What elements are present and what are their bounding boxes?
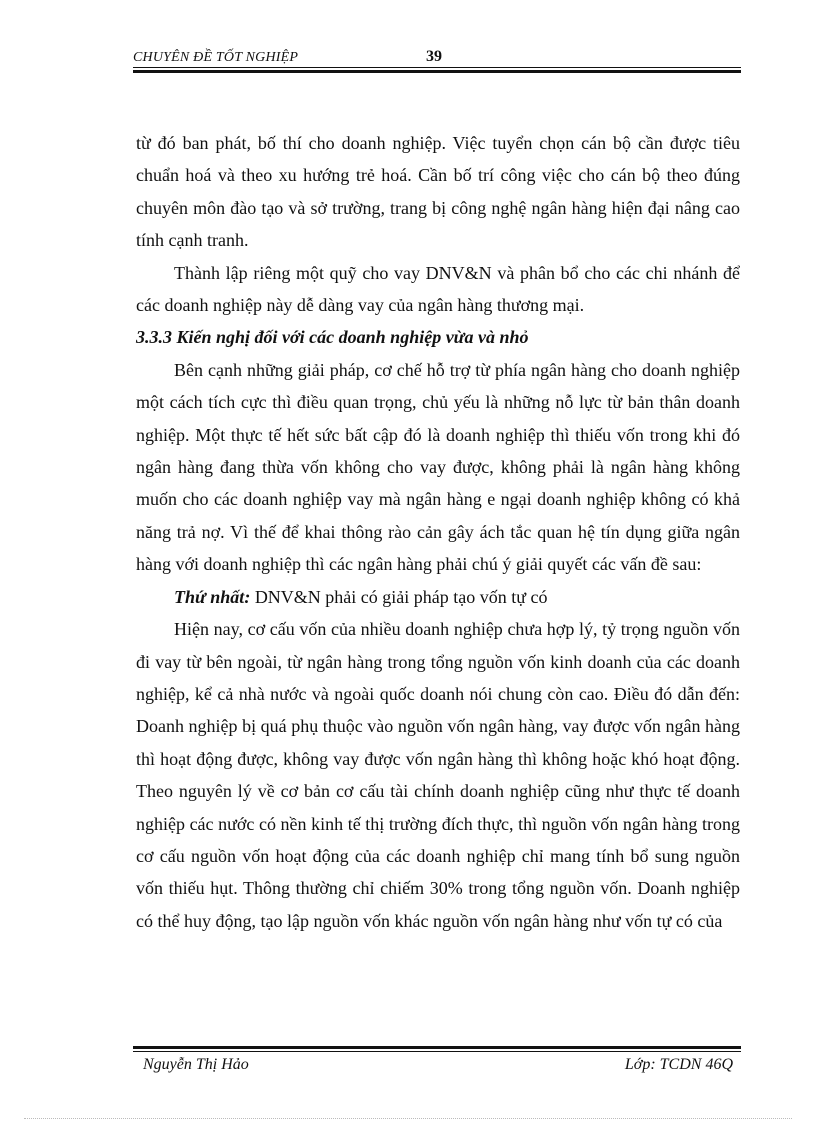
page-footer: [133, 1044, 741, 1084]
page-edge-divider: [24, 1118, 792, 1119]
section-heading: 3.3.3 Kiến nghị đối với các doanh nghiệp vừa và nhỏ: [136, 327, 529, 348]
paragraph: Thành lập riêng một quỹ cho vay DNV&N và phân bổ cho các chi nhánh để các doanh nghiệp này dễ dàng vay của ngân hàng thương mại.: [136, 262, 740, 316]
paragraph-lead: Thứ nhất:: [174, 586, 251, 607]
header-rule-thick: [133, 70, 741, 73]
header-rule-thin: [133, 67, 741, 68]
paragraph-text: DNV&N phải có giải pháp tạo vốn tự có: [250, 586, 548, 607]
paragraph: từ đó ban phát, bố thí cho doanh nghiệp. Việc tuyển chọn cán bộ cần được tiêu chuẩn hoá và theo xu hướng trẻ hoá. Cần bố trí công việc cho cán bộ theo đúng chuyên môn đào tạo và sở trường, trang bị công nghệ ngân hàng hiện đại nâng cao tính cạnh tranh.: [136, 133, 740, 251]
footer-author: Nguyễn Thị Hảo: [143, 1056, 249, 1073]
footer-class: Lớp: TCDN 46Q: [624, 1056, 733, 1073]
paragraph: Hiện nay, cơ cấu vốn của nhiều doanh nghiệp chưa hợp lý, tỷ trọng nguồn vốn đi vay từ bên ngoài, từ ngân hàng trong tổng nguồn vốn kinh doanh của các doanh nghiệp, kể cả nhà nước và ngoài quốc doanh nói chung còn cao. Điều đó dẫn đến: Doanh nghiệp bị quá phụ thuộc vào nguồn vốn ngân hàng, vay được vốn ngân hàng thì hoạt động được, không vay được vốn ngân hàng thì không hoặc khó hoạt động. Theo nguyên lý về cơ bản cơ cấu tài chính doanh nghiệp cũng như thực tế doanh nghiệp các nước có nền kinh tế thị trường đích thực, thì nguồn vốn ngân hàng trong cơ cấu nguồn vốn hoạt động của các doanh nghiệp chỉ mang tính bổ sung nguồn vốn thiếu hụt. Thông thường chỉ chiếm 30% trong tổng nguồn vốn. Doanh nghiệp có thể huy động, tạo lập nguồn vốn khác nguồn vốn ngân hàng như vốn tự có của: [136, 619, 740, 931]
document-body: [136, 127, 740, 937]
paragraph: [136, 581, 740, 613]
page-number: 39: [426, 48, 442, 65]
paragraph: Bên cạnh những giải pháp, cơ chế hỗ trợ từ phía ngân hàng cho doanh nghiệp một cách tích cực thì điều quan trọng, chủ yếu là những nỗ lực từ bản thân doanh nghiệp. Một thực tế hết sức bất cập đó là doanh nghiệp thì thiếu vốn trong khi đó ngân hàng đang thừa vốn không cho vay được, không phải là ngân hàng không muốn cho các doanh nghiệp vay mà ngân hàng e ngại doanh nghiệp không có khả năng trả nợ. Vì thế để khai thông rào cản gây ách tắc quan hệ tín dụng giữa ngân hàng với doanh nghiệp thì các ngân hàng phải chú ý giải quyết các vấn đề sau:: [136, 359, 740, 575]
header-title: CHUYÊN ĐỀ TỐT NGHIỆP: [133, 50, 299, 65]
